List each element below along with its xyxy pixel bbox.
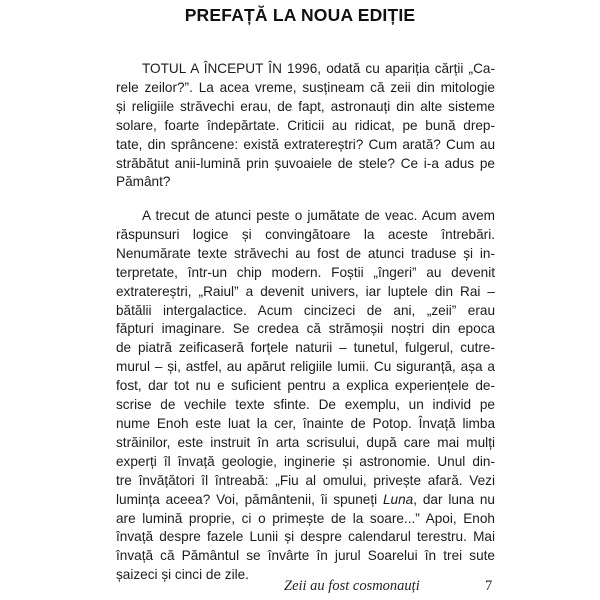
page-number: 7 [485, 578, 493, 594]
paragraph-1 [116, 60, 495, 192]
text-line: făpturi imaginare. Se credea că strămoșii noștri din epoca [116, 321, 495, 337]
text-line: terpretate, într-un chip modern. Foștii „îngeri” au devenit [116, 264, 495, 280]
text-line: extratereștri, „Raiul” a devenit univers, iar luptele din Rai – [116, 283, 495, 299]
text-line: de piatră zeificaseră forțele naturii – tunetul, fulgerul, cutre- [116, 340, 495, 356]
text-line: scrise de vechile texte sfinte. De exemplu, un individ pe [116, 397, 495, 413]
text-line: Nenumărate texte străvechi au fost de atunci traduse și in- [116, 245, 495, 261]
running-footer-title: Zeii au fost cosmonauți [284, 578, 420, 594]
text-line: murul – și, astfel, au apărut religiile lumii. Cu siguranță, așa a [116, 359, 495, 375]
text-line: nume Enoh este luat la cer, înainte de Potop. Învață limba [116, 415, 495, 431]
page-title: PREFAȚĂ LA NOUA EDIȚIE [184, 5, 416, 25]
text-line: rele zeilor?”. La acea vreme, susțineam că zeii din mitologie [116, 79, 495, 95]
text-line: Pământ? [116, 174, 171, 190]
text-line: învață despre fazele Lunii și despre calendarul terestru. Mai [116, 529, 495, 545]
text-line: tre învățători îl întreabă: „Fiu al omului, privește afară. Vezi [116, 472, 495, 488]
text-line: răspunsuri logice și convingătoare la aceste întrebări. [116, 226, 495, 242]
text-line: solare, foarte îndepărtate. Criticii au ridicat, pe bună drep- [116, 117, 495, 133]
text-line: învață că Pământul se învârte în jurul Soarelui în trei sute [116, 548, 495, 564]
text-line [116, 491, 495, 510]
text-line: bătălii intergalactice. Acum cincizeci de ani, „zeii” erau [116, 302, 495, 318]
text-line: are lumină proprie, ci o primește de la soare...” Apoi, Enoh [116, 510, 495, 526]
text-segment: , dar luna nu [413, 491, 495, 507]
text-line: experți îl învață geologie, inginerie și astronomie. Unul din- [116, 453, 495, 469]
text-line: tate, din sprâncene: există extratereștri? Cum arată? Cum au [116, 136, 495, 152]
text-segment: lumința aceea? Voi, pământenii, îi spuneți [116, 491, 383, 507]
text-line: străinilor, este instruit în arta scrisului, după care mai mulți [116, 434, 495, 450]
text-line: TOTUL A ÎNCEPUT ÎN 1996, odată cu apariția cărții „Ca- [142, 61, 495, 76]
text-line: și religiile străvechi erau, de fapt, astronauți din alte sisteme [116, 98, 495, 114]
text-line: fost, dar tot nu e suficient pentru a explica experiențele de- [116, 378, 495, 394]
text-line: A trecut de atunci peste o jumătate de veac. Acum avem [142, 208, 495, 223]
text-line: șaizeci și cinci de zile. [116, 567, 249, 583]
text-line: străbătut anii-lumină prin șuvoaiele de stele? Ce i-a adus pe [116, 155, 495, 171]
paragraph-2 [116, 207, 495, 585]
emphasized-word: Luna [383, 491, 414, 507]
